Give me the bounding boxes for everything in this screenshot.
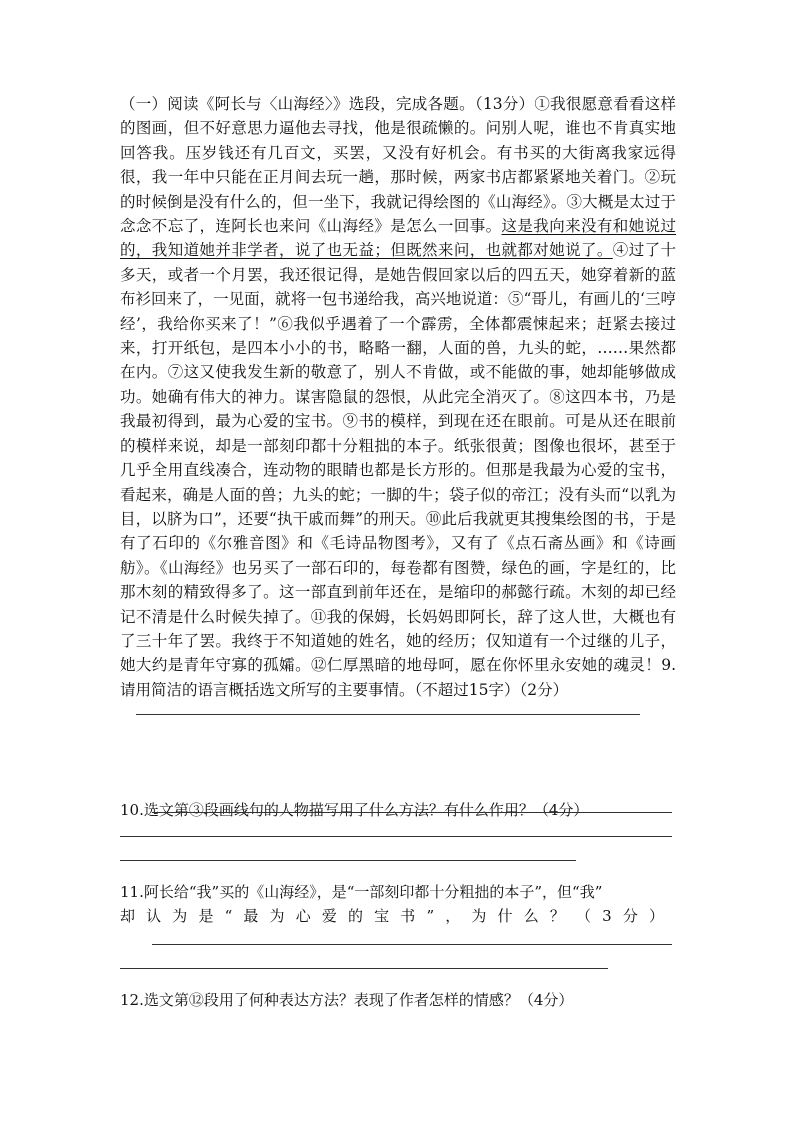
question-9-prompt: 9.请用简洁的语言概括选文所写的主要事情。（不超过15字）（2分） (120, 656, 676, 699)
q11-answer-line-2[interactable] (120, 968, 608, 969)
q9-answer-line[interactable] (136, 714, 640, 715)
question-11-prompt-line-2: 却认为是“最为心爱的宝书”，为什么？（3分） (120, 907, 664, 925)
question-12-prompt: 12.选文第⑫段用了何种表达方法？表现了作者怎样的情感？（4分） (120, 991, 574, 1009)
question-10-prompt: 10.选文第③段画线句的人物描写用了什么方法？有什么作用？（4分） (120, 801, 589, 819)
passage-part-2: ④过了十多天，或者一个月罢，我还很记得，是她告假回家以后的四五天，她穿着新的蓝布衫回来了，一见面，就将一包书递给我，高兴地说道：⑤“哥儿，有画儿的‘三哼经’，我给你买来了！”⑥我似乎遇着了一个霹雳，全体都震悚起来；赶紧去接过来，打开纸包，是四本小小的书，略略一翻，人面的兽，九头的蛇，……果然都在内。⑦这又使我发生新的敬意了，别人不肯做，或不能做的事，她却能够做成功。她确有伟大的神力。谋害隐鼠的怨恨，从此完全消灭了。⑧这四本书，乃是我最初得到，最为心爱的宝书。⑨书的模样，到现在还在眼前。可是从还在眼前的模样来说，却是一部刻印都十分粗拙的本子。纸张很黄；图像也很坏，甚至于几乎全用直线凑合，连动物的眼睛也都是长方形的。但那是我最为心爱的宝书，看起来，确是人面的兽；九头的蛇；一脚的牛；袋子似的帝江；没有头而“以乳为目，以脐为口”，还要“执干戚而舞”的刑天。⑩此后我就更其搜集绘图的书，于是有了石印的《尔雅音图》和《毛诗品物图考》，又有了《点石斋丛画》和《诗画舫》。《山海经》也另买了一部石印的，每卷都有图赞，绿色的画，字是红的，比那木刻的精致得多了。这一部直到前年还在，是缩印的郝懿行疏。木刻的却已经记不清是什么时候失掉了。⑪我的保姆，长妈妈即阿长，辞了这人世，大概也有了三十年了罢。我终于不知道她的姓名，她的经历；仅知道有一个过继的儿子，她大约是青年守寡的孤孀。⑫仁厚黑暗的地母呵，愿在你怀里永安她的魂灵！ (120, 241, 676, 675)
q10-answer-line-1[interactable] (152, 812, 672, 813)
underlined-sentence: 这是我向来没有和她说过的，我知道她并非学者，说了也无益；但既然来问，也就都对她说了。 (120, 217, 676, 260)
passage-part-1: ①我很愿意看看这样的图画，但不好意思力逼他去寻找，他是很疏懒的。问别人呢，谁也不肯真实地回答我。压岁钱还有几百文，买罢，又没有好机会。有书买的大街离我家远得很，我一年中只能在正月间去玩一趟，那时候，两家书店都紧紧地关着门。②玩的时候倒是没有什么的，但一坐下，我就记得绘图的《山海经》。③大概是太过于念念不忘了，连阿长也来问《山海经》是怎么一回事。 (120, 95, 676, 236)
q10-answer-line-3[interactable] (120, 860, 576, 861)
question-11-prompt-line-1: 11.阿长给“我”买的《山海经》，是“一部刻印都十分粗拙的本子”，但“我” (120, 883, 603, 901)
reading-passage (120, 92, 676, 702)
q11-answer-line-1[interactable] (152, 944, 672, 945)
q10-answer-line-2[interactable] (120, 836, 672, 837)
passage-intro: （一）阅读《阿长与〈山海经〉》选段，完成各题。（13分） (120, 95, 535, 113)
